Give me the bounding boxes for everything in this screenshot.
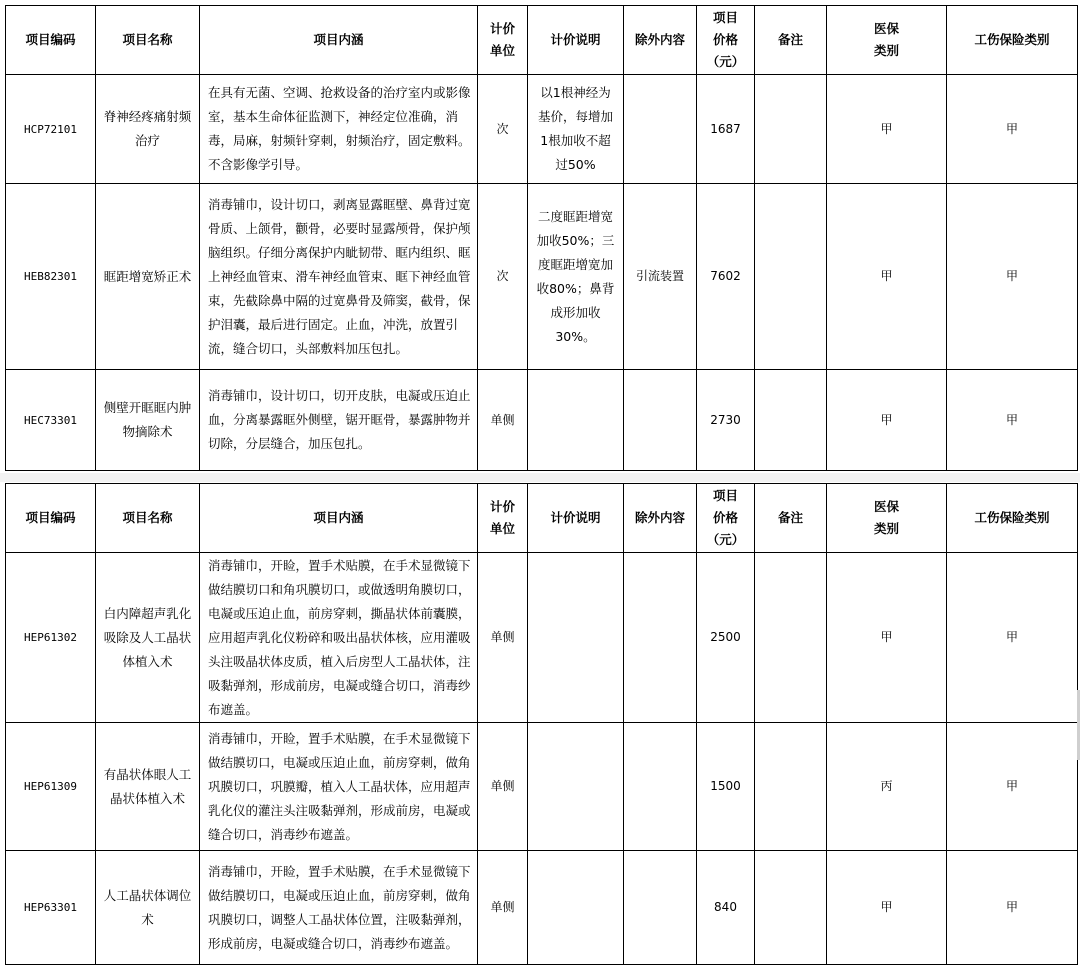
cell-content: 在具有无菌、空调、抢救设备的治疗室内或影像室，基本生命体征监测下，神经定位准确，消毒，局麻，射频针穿刺，射频治疗，固定敷料。不含影像学引导。 xyxy=(200,75,478,184)
header-content: 项目内涵 xyxy=(200,6,478,75)
cell-injury: 甲 xyxy=(947,723,1078,851)
header-excluded: 除外内容 xyxy=(624,6,697,75)
cell-medical: 甲 xyxy=(827,370,947,471)
table-row xyxy=(6,75,1078,184)
cell-medical: 甲 xyxy=(827,553,947,723)
cell-price: 2730 xyxy=(697,370,755,471)
cell-code: HEP63301 xyxy=(6,851,96,965)
cell-excluded xyxy=(624,370,697,471)
cell-note xyxy=(755,553,827,723)
cell-price: 2500 xyxy=(697,553,755,723)
cell-injury: 甲 xyxy=(947,851,1078,965)
cell-medical: 甲 xyxy=(827,184,947,370)
header-row xyxy=(6,484,1078,553)
cell-price: 7602 xyxy=(697,184,755,370)
cell-content: 消毒铺巾，设计切口，剥离显露眶壁、鼻背过宽骨质、上颌骨，颧骨，必要时显露颅骨，保护颅脑组织。仔细分离保护内眦韧带、眶内组织、眶上神经血管束、滑车神经血管束、眶下神经血管束，先截除鼻中隔的过宽鼻骨及筛窦，截骨，保护泪囊，最后进行固定。止血，冲洗，放置引流，缝合切口，头部敷料加压包扎。 xyxy=(200,184,478,370)
table-row xyxy=(6,553,1078,723)
cell-medical: 甲 xyxy=(827,75,947,184)
header-note: 备注 xyxy=(755,484,827,553)
cell-pricing-desc xyxy=(528,553,624,723)
header-pricing-desc: 计价说明 xyxy=(528,484,624,553)
cell-content: 消毒铺巾，开睑，置手术贴膜，在手术显微镜下做结膜切口和角巩膜切口，或做透明角膜切口，电凝或压迫止血，前房穿刺，撕晶状体前囊膜，应用超声乳化仪粉碎和吸出晶状体核，应用灌吸头注吸晶状体皮质，植入后房型人工晶状体，注吸黏弹剂，形成前房，电凝或缝合切口，消毒纱布遮盖。 xyxy=(200,553,478,723)
cell-medical: 丙 xyxy=(827,723,947,851)
cell-injury: 甲 xyxy=(947,75,1078,184)
cell-pricing-desc xyxy=(528,370,624,471)
header-code: 项目编码 xyxy=(6,484,96,553)
cell-code: HEB82301 xyxy=(6,184,96,370)
header-name: 项目名称 xyxy=(96,6,200,75)
cell-price: 840 xyxy=(697,851,755,965)
cell-name: 白内障超声乳化吸除及人工晶状体植入术 xyxy=(96,553,200,723)
cell-name: 脊神经疼痛射频治疗 xyxy=(96,75,200,184)
table-row xyxy=(6,723,1078,851)
header-price: 项目 价格 （元） xyxy=(697,484,755,553)
cell-unit: 单侧 xyxy=(478,370,528,471)
cell-note xyxy=(755,75,827,184)
cell-code: HEC73301 xyxy=(6,370,96,471)
cell-note xyxy=(755,370,827,471)
cell-name: 人工晶状体调位术 xyxy=(96,851,200,965)
table-row xyxy=(6,851,1078,965)
header-price: 项目 价格 （元） xyxy=(697,6,755,75)
cell-code: HCP72101 xyxy=(6,75,96,184)
cell-injury: 甲 xyxy=(947,184,1078,370)
header-row xyxy=(6,6,1078,75)
cell-excluded xyxy=(624,723,697,851)
cell-pricing-desc xyxy=(528,851,624,965)
header-name: 项目名称 xyxy=(96,484,200,553)
cell-name: 有晶状体眼人工晶状体植入术 xyxy=(96,723,200,851)
cell-note xyxy=(755,184,827,370)
cell-content: 消毒铺巾，开睑，置手术贴膜，在手术显微镜下做结膜切口，电凝或压迫止血，前房穿刺，做角巩膜切口，巩膜瓣，植入人工晶状体，应用超声乳化仪的灌注头注吸黏弹剂，形成前房，电凝或缝合切口，消毒纱布遮盖。 xyxy=(200,723,478,851)
header-medical: 医保 类别 xyxy=(827,484,947,553)
cell-pricing-desc: 二度眶距增宽加收50%；三度眶距增宽加收80%；鼻背成形加收30%。 xyxy=(528,184,624,370)
cell-unit: 单侧 xyxy=(478,553,528,723)
cell-medical: 甲 xyxy=(827,851,947,965)
cell-excluded xyxy=(624,851,697,965)
cell-pricing-desc: 以1根神经为基价，每增加1根加收不超过50% xyxy=(528,75,624,184)
cell-content: 消毒铺巾，设计切口，切开皮肤，电凝或压迫止血，分离暴露眶外侧壁，锯开眶骨，暴露肿物并切除，分层缝合，加压包扎。 xyxy=(200,370,478,471)
header-note: 备注 xyxy=(755,6,827,75)
cell-unit: 单侧 xyxy=(478,851,528,965)
cell-code: HEP61309 xyxy=(6,723,96,851)
header-medical: 医保 类别 xyxy=(827,6,947,75)
cell-content: 消毒铺巾，开睑，置手术贴膜，在手术显微镜下做结膜切口，电凝或压迫止血，前房穿刺，做角巩膜切口，调整人工晶状体位置，注吸黏弹剂，形成前房，电凝或缝合切口，消毒纱布遮盖。 xyxy=(200,851,478,965)
cell-note xyxy=(755,851,827,965)
header-unit: 计价 单位 xyxy=(478,6,528,75)
header-unit: 计价 单位 xyxy=(478,484,528,553)
header-injury: 工伤保险类别 xyxy=(947,6,1078,75)
cell-price: 1687 xyxy=(697,75,755,184)
header-content: 项目内涵 xyxy=(200,484,478,553)
cell-pricing-desc xyxy=(528,723,624,851)
cell-excluded xyxy=(624,75,697,184)
header-pricing-desc: 计价说明 xyxy=(528,6,624,75)
header-code: 项目编码 xyxy=(6,6,96,75)
cell-code: HEP61302 xyxy=(6,553,96,723)
cell-unit: 次 xyxy=(478,75,528,184)
table-row xyxy=(6,184,1078,370)
cell-excluded xyxy=(624,553,697,723)
cell-injury: 甲 xyxy=(947,370,1078,471)
cell-unit: 单侧 xyxy=(478,723,528,851)
table-row xyxy=(6,370,1078,471)
fee-table-2 xyxy=(5,483,1078,965)
cell-excluded: 引流装置 xyxy=(624,184,697,370)
cell-unit: 次 xyxy=(478,184,528,370)
header-injury: 工伤保险类别 xyxy=(947,484,1078,553)
cell-name: 侧壁开眶眶内肿物摘除术 xyxy=(96,370,200,471)
cell-note xyxy=(755,723,827,851)
cell-injury: 甲 xyxy=(947,553,1078,723)
cell-name: 眶距增宽矫正术 xyxy=(96,184,200,370)
cell-price: 1500 xyxy=(697,723,755,851)
table-separator xyxy=(0,473,1080,482)
fee-table-1 xyxy=(5,5,1078,471)
header-excluded: 除外内容 xyxy=(624,484,697,553)
